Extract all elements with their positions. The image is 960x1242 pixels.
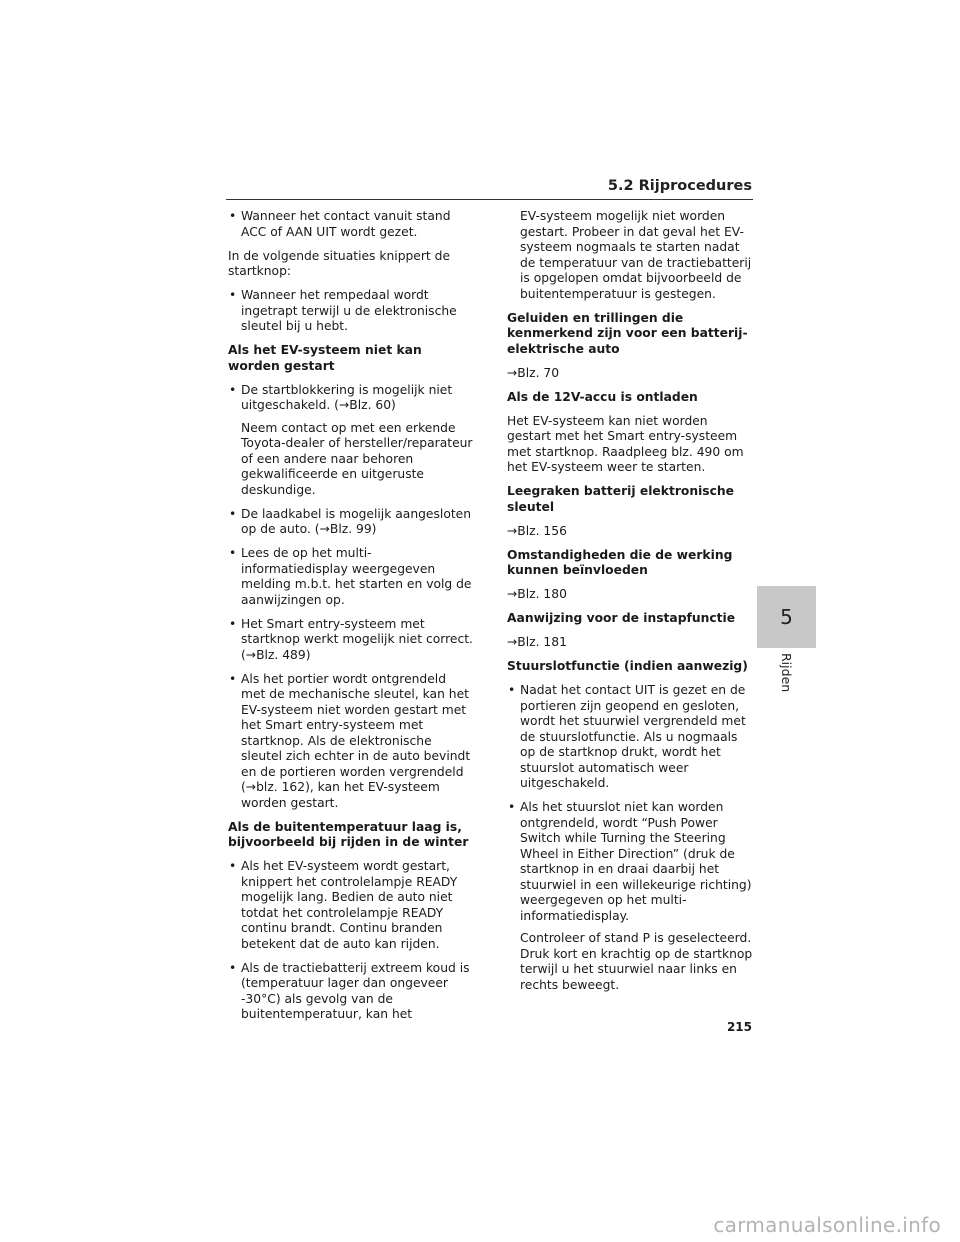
list-item: • Lees de op het multi-informatiedisplay weergegeven melding m.b.t. het starten en volg de aanwijzingen op. — [229, 546, 472, 607]
list-item: • Nadat het contact UIT is gezet en de portieren zijn geopend en gesloten, wordt het stuurwiel vergrendeld met de stuurslotfunctie. Als u nogmaals op de startknop drukt, wordt het stuurslot automatisch weer uitgeschakeld. — [508, 683, 746, 790]
watermark: carmanualsonline.info — [713, 1213, 941, 1237]
list-item: • De laadkabel is mogelijk aangesloten op de auto. (→Blz. 99) — [229, 506, 472, 536]
continued-text: EV-systeem mogelijk niet worden gestart. Probeer in dat geval het EV-systeem nogmaals te starten nadat de temperatuur van de tractiebatterij is opgelopen omdat bijvoorbeeld de buitentemperatuur is gestegen. — [520, 209, 752, 301]
page-reference-link[interactable]: →Blz. 180 — [507, 587, 567, 601]
section-heading: Als de buitentemperatuur laag is, bijvoorbeeld bij rijden in de winter — [228, 819, 469, 849]
chapter-label: Rijden — [779, 653, 794, 693]
list-item: • Als het EV-systeem wordt gestart, knippert het controlelampje READY mogelijk lang. Bedien de auto niet totdat het controlelampje READY continu brandt. Continu branden betekent dat de auto kan rijden. — [229, 859, 458, 951]
list-item: • Wanneer het contact vanuit stand ACC of AAN UIT wordt gezet. — [229, 209, 451, 239]
section-heading: Leegraken batterij elektronische sleutel — [507, 484, 735, 514]
paragraph: In de volgende situaties knippert de startknop: — [228, 248, 451, 278]
section-heading: Als het EV-systeem niet kan worden gestart — [228, 343, 422, 373]
chapter-tab: 5 — [757, 586, 816, 648]
list-item: • Het Smart entry-systeem met startknop werkt mogelijk niet correct. (→Blz. 489) — [229, 616, 473, 662]
header-divider — [226, 199, 753, 200]
section-heading: Omstandigheden die de werking kunnen beïnvloeden — [507, 547, 733, 577]
section-heading: Aanwijzing voor de instapfunctie — [507, 611, 736, 625]
right-column — [507, 209, 753, 1002]
list-item: • Als het stuurslot niet kan worden ontgrendeld, wordt “Push Power Switch while Turning the Steering Wheel in Either Direction” (druk de startknop in en draai daarbij het stuurwiel in een willekeurige richting) weergegeven op het multi-informatiedisplay. Controleer of stand P is geselecteerd. Druk kort en krachtig op de startknop terwijl u het stuurwiel naar links en rechts beweegt. — [508, 800, 753, 992]
list-item: • De startblokkering is mogelijk niet uitgeschakeld. (→Blz. 60) Neem contact op met een erkende Toyota-dealer of hersteller/reparateur of een andere naar behoren gekwalificeerde en uitgeruste deskundige. — [229, 382, 473, 497]
page-reference-link[interactable]: →Blz. 70 — [507, 365, 560, 380]
section-heading: Stuurslotfunctie (indien aanwezig) — [507, 659, 748, 673]
left-column — [228, 209, 473, 1031]
section-heading: Geluiden en trillingen die kenmerkend zijn voor een batterij-elektrische auto — [507, 310, 748, 356]
paragraph: Het EV-systeem kan niet worden gestart met het Smart entry-systeem met startknop. Raadpleeg blz. 490 om het EV-systeem weer te starten. — [507, 413, 744, 474]
page-reference-link[interactable]: →Blz. 181 — [507, 635, 567, 649]
list-item: • Wanneer het rempedaal wordt ingetrapt terwijl u de elektronische sleutel bij u hebt. — [229, 288, 457, 333]
section-heading: Als de 12V-accu is ontladen — [507, 389, 698, 404]
list-item: • Als de tractiebatterij extreem koud is (temperatuur lager dan ongeveer -30°C) als gevolg van de buitentemperatuur, kan het — [229, 960, 470, 1021]
page-reference-link[interactable]: →Blz. 156 — [507, 523, 567, 538]
page-number: 215 — [726, 1020, 752, 1034]
section-header: 5.2 Rijprocedures — [607, 178, 752, 194]
list-item: • Als het portier wordt ontgrendeld met de mechanische sleutel, kan het EV-systeem niet worden gestart met het Smart entry-systeem met startknop. Als de elektronische sleutel zich echter in de auto bevindt en de portieren worden vergrendeld (→blz. 162), kan het EV-systeem worden gestart. — [229, 671, 471, 810]
